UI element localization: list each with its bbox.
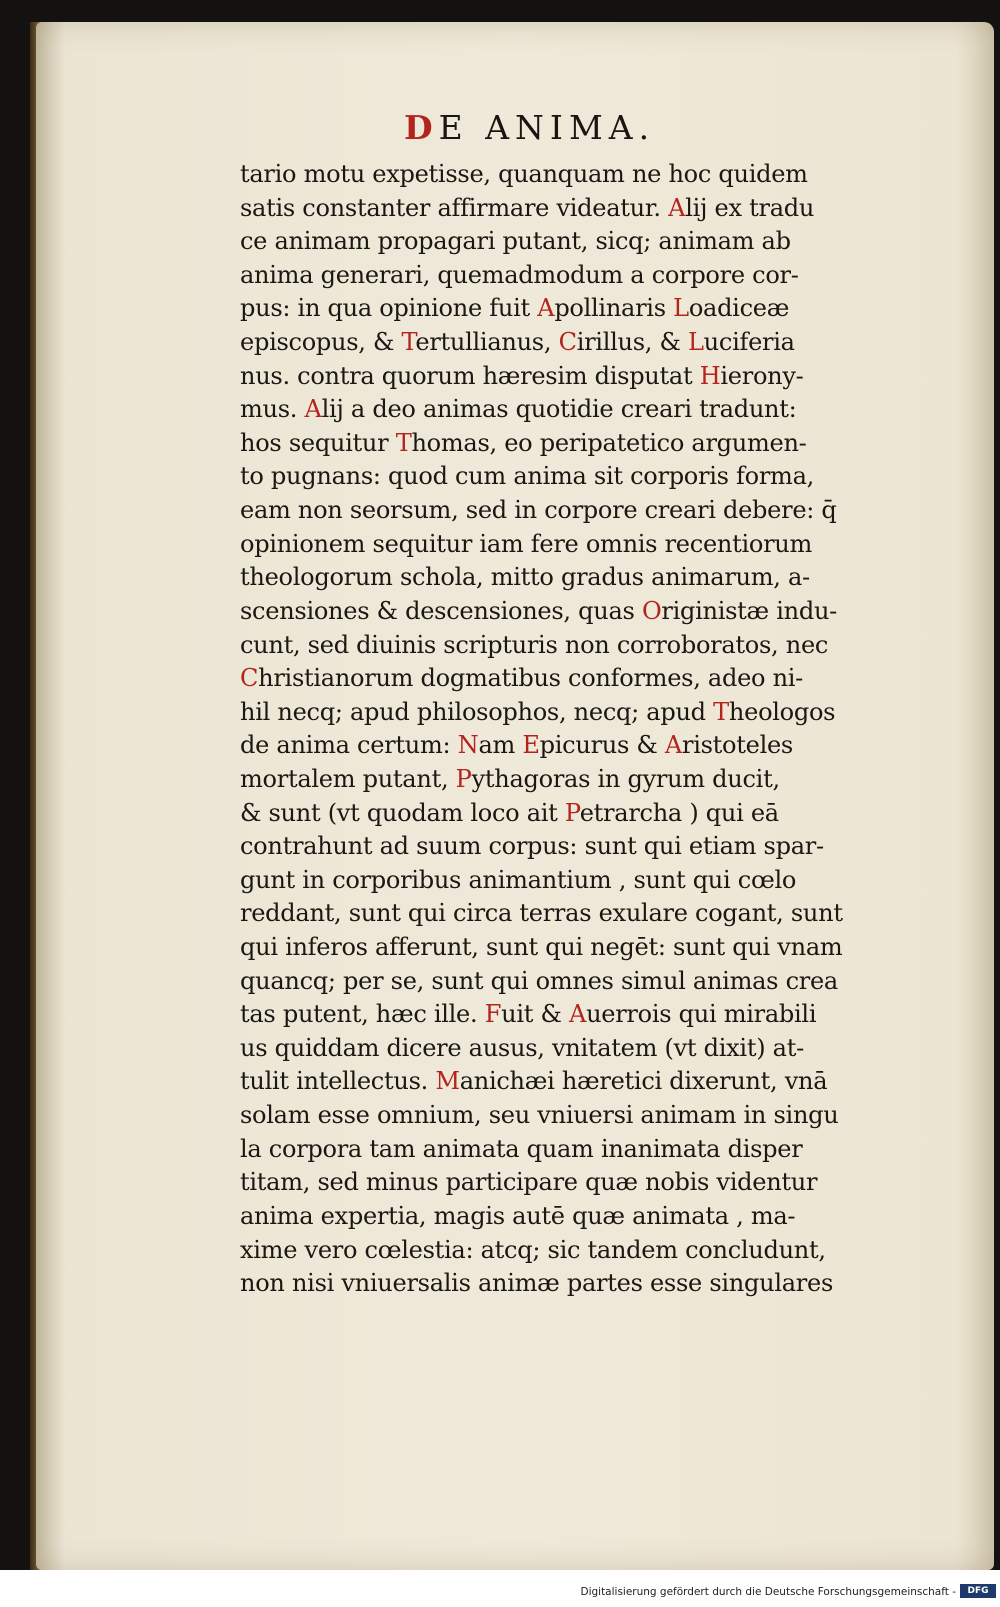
text-segment: la corpora tam animata quam inanimata disper [240,1134,803,1163]
dfg-logo: DFG [960,1584,996,1598]
text-segment: hil necq; apud philosophos, necq; apud [240,697,714,726]
rubricated-initial: P [455,764,472,793]
text-segment: ierony- [720,361,804,390]
text-segment: qui inferos afferunt, sunt qui negēt: sunt qui vnam [240,933,843,962]
text-segment: titam, sed minus participare quæ nobis videntur [240,1168,818,1197]
text-block [240,158,920,1301]
text-line [240,494,920,528]
text-line [240,427,920,461]
text-segment: ythagoras in gyrum ducit, [471,764,780,793]
text-segment: theologorum schola, mitto gradus animarum, a- [240,563,810,592]
text-line [240,998,920,1032]
text-line [240,326,920,360]
text-line [240,1234,920,1268]
text-segment: opinionem sequitur iam fere omnis recentiorum [240,529,813,558]
rubricated-initial: N [457,731,479,760]
text-segment: uerrois qui mirabili [586,1000,817,1029]
rubricated-initial: L [687,328,704,357]
rubricated-initial: P [564,798,580,827]
text-line [240,460,920,494]
text-segment: ce animam propagari putant, sicq; animam ab [240,227,791,256]
text-segment: scensiones & descensiones, quas [240,596,642,625]
text-line [240,1267,920,1301]
text-segment: contrahunt ad suum corpus: sunt qui etiam spar- [240,832,824,861]
text-line [240,797,920,831]
text-segment: riginistæ indu- [661,596,838,625]
rubricated-initial: C [558,328,577,357]
text-segment: pus: in qua opinione fuit [240,294,538,323]
text-segment: & sunt (vt quodam loco ait [240,798,565,827]
text-segment: homas, eo peripatetico argumen- [411,428,807,457]
text-segment: mortalem putant, [240,764,456,793]
text-segment: tulit intellectus. [240,1067,436,1096]
text-line [240,292,920,326]
text-line [240,1200,920,1234]
running-head [404,108,704,148]
text-line [240,561,920,595]
text-line [240,662,920,696]
text-line [240,763,920,797]
text-segment: oadiceæ [688,294,790,323]
text-line [240,729,920,763]
rubricated-initial: O [641,596,662,625]
text-segment: etrarcha ) qui eā [579,798,779,827]
text-segment: de anima certum: [240,731,458,760]
text-line [240,192,920,226]
text-segment: anima expertia, magis autē quæ animata , ma- [240,1201,796,1230]
text-line [240,696,920,730]
text-segment: episcopus, & [240,328,402,357]
text-segment: non nisi vniuersalis animæ partes esse singulares [240,1269,834,1298]
text-line [240,1032,920,1066]
text-segment: hos sequitur [240,428,396,457]
text-line [240,225,920,259]
text-segment: solam esse omnium, seu vniuersi animam in singu [240,1101,839,1130]
text-line [240,360,920,394]
text-segment: irillus, & [576,328,688,357]
text-line [240,1099,920,1133]
rubricated-initial: A [568,1000,587,1029]
text-line [240,931,920,965]
text-line [240,158,920,192]
text-line [240,1166,920,1200]
text-line [240,629,920,663]
text-line [240,528,920,562]
rubricated-initial: T [401,328,416,357]
rubricated-initial: T [713,697,729,726]
text-segment: anichæi hæretici dixerunt, vnā [459,1067,828,1096]
text-segment: am [478,731,523,760]
text-segment: hristianorum dogmatibus conformes, adeo ni- [258,664,804,693]
text-segment: us quiddam dicere ausus, vnitatem (vt dixit) at- [240,1033,804,1062]
rubricated-initial: E [522,731,540,760]
text-segment: to pugnans: quod cum anima sit corporis forma, [240,462,814,491]
text-segment: picurus & [539,731,665,760]
text-line [240,1065,920,1099]
running-head-initial: D [404,108,439,147]
text-segment: mus. [240,395,305,424]
text-line [240,393,920,427]
digitization-credit: Digitalisierung gefördert durch die Deutsche Forschungsgemeinschaft - [580,1586,956,1598]
rubricated-initial: T [395,428,412,457]
text-segment: nus. contra quorum hæresim disputat [240,361,700,390]
text-segment: cunt, sed diuinis scripturis non corroboratos, nec [240,630,829,659]
text-line [240,897,920,931]
text-segment: ertullianus, [415,328,559,357]
text-segment: tario motu expetisse, quanquam ne hoc quidem [240,160,808,188]
text-line [240,595,920,629]
text-segment: xime vero cœlestia: atcq; sic tandem concludunt, [240,1235,826,1264]
text-line [240,830,920,864]
text-segment: uit & [501,1000,569,1029]
text-line [240,965,920,999]
text-line [240,259,920,293]
running-head-text: E ANIMA. [438,108,656,147]
rubricated-initial: C [240,664,259,693]
text-segment: heologos [728,697,836,726]
rubricated-initial: A [664,731,682,760]
rubricated-initial: A [668,193,686,222]
text-segment: reddant, sunt qui circa terras exulare cogant, sunt [240,899,843,928]
text-line [240,864,920,898]
rubricated-initial: M [435,1067,460,1096]
text-segment: lij ex tradu [685,193,815,222]
rubricated-initial: L [673,294,689,323]
text-segment: ristoteles [682,731,793,760]
text-segment: lij a deo animas quotidie creari tradunt: [321,395,797,424]
text-segment: gunt in corporibus animantium , sunt qui cœlo [240,865,797,894]
rubricated-initial: F [484,1000,502,1029]
text-segment: quancq; per se, sunt qui omnes simul animas crea [240,966,838,995]
text-segment: tas putent, hæc ille. [240,1000,485,1029]
rubricated-initial: H [699,361,721,390]
rubricated-initial: A [537,294,555,323]
text-segment: eam non seorsum, sed in corpore creari debere: q̄ [240,496,837,525]
text-segment: pollinaris [554,294,674,323]
text-segment: satis constanter affirmare videatur. [240,193,669,222]
text-segment: anima generari, quemadmodum a corpore cor- [240,260,799,289]
text-line [240,1133,920,1167]
text-segment: uciferia [703,328,795,357]
rubricated-initial: A [304,395,322,424]
